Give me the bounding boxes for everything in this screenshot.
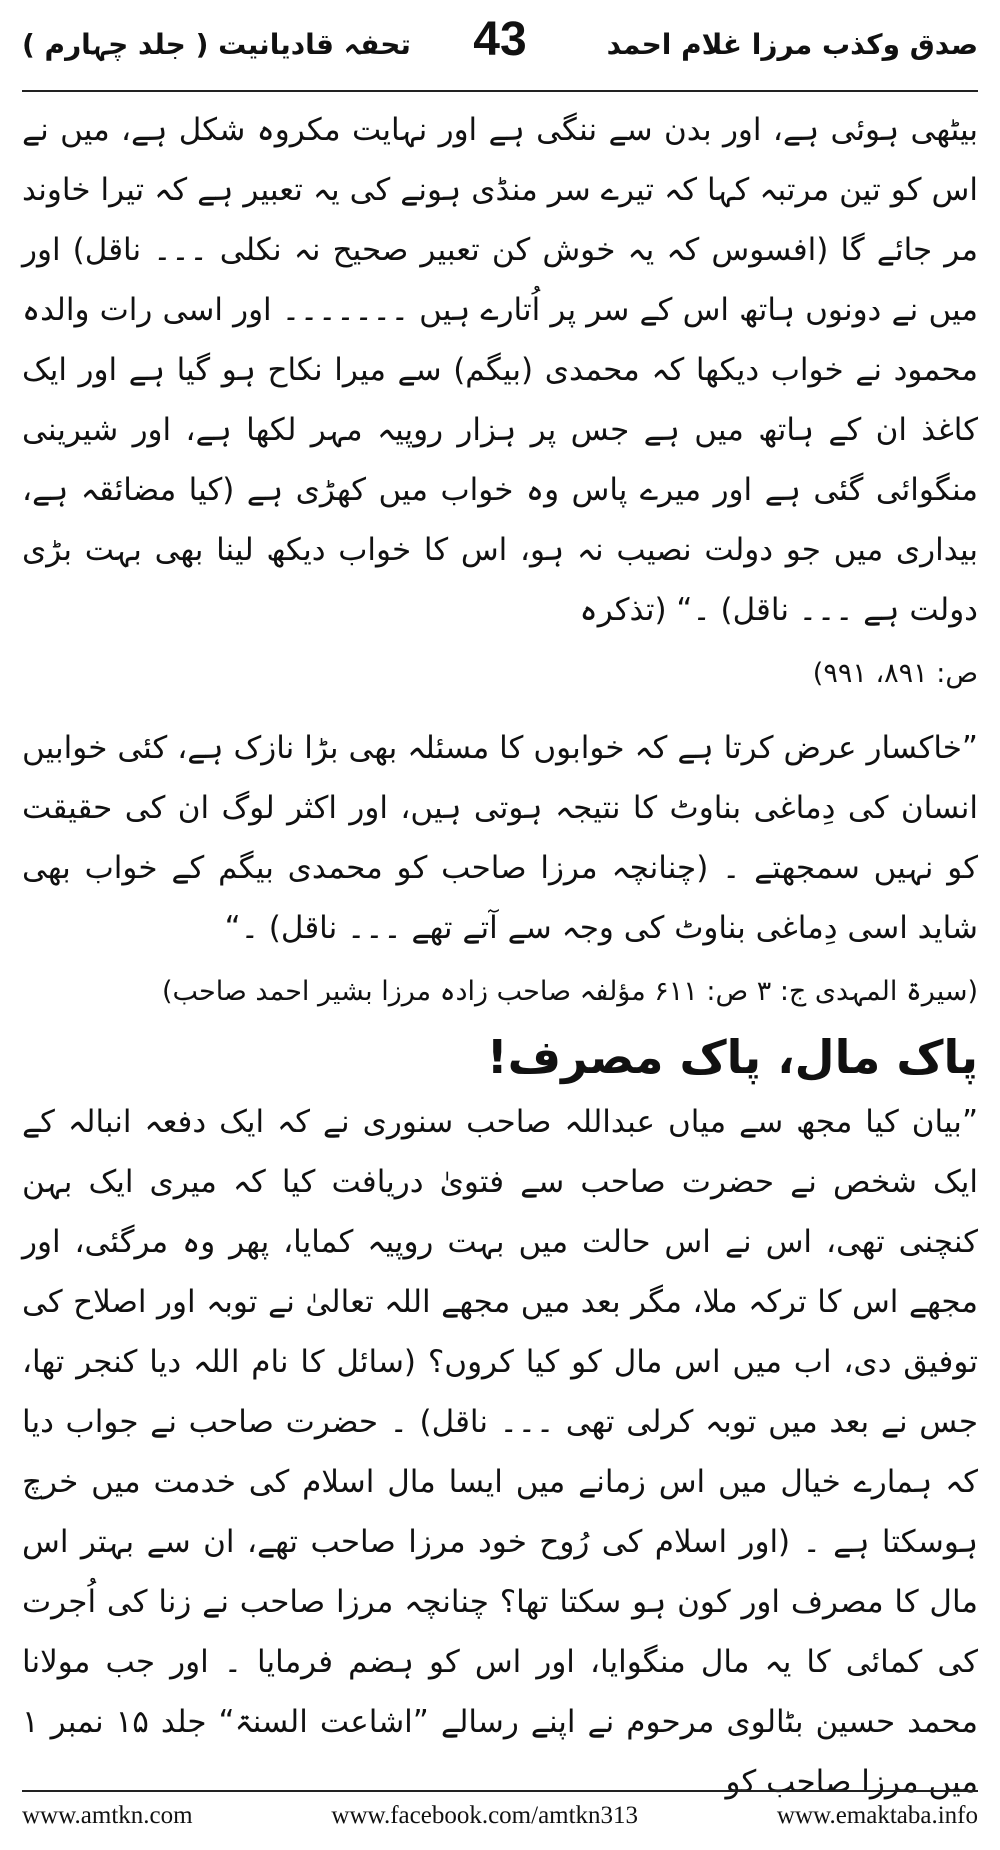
page-content [22,100,978,1812]
page-number: 43 [473,13,527,66]
header-divider [22,90,978,92]
footer-link-left[interactable]: www.amtkn.com [22,1802,193,1829]
header-title-right: صدق وکذب مرزا غلام احمد [606,28,978,61]
page-header [22,0,978,90]
paragraph-2: ”خاکسار عرض کرتا ہے کہ خوابوں کا مسئلہ بھی بڑا نازک ہے، کئی خوابیں انسان کی دِماغی بناوٹ کا نتیجہ ہوتی ہیں، اور اکثر لوگ ان کی حقیقت کو نہیں سمجھتے ۔ (چنانچہ مرزا صاحب کو محمدی بیگم کے خواب بھی شاید اسی دِماغی بناوٹ کی وجہ سے آتے تھے ۔۔۔ ناقل) ۔“ [22,730,978,946]
footer-link-center[interactable]: www.facebook.com/amtkn313 [331,1802,639,1829]
header-title-left: تحفہ قادیانیت ( جلد چہارم ) [22,28,411,61]
reference-1: ص: ۸۹۱، ۹۹۱) [812,658,978,689]
paragraph-3: ”بیان کیا مجھ سے میاں عبداللہ صاحب سنوری نے کہ ایک دفعہ انبالہ کے ایک شخص نے حضرت صاحب سے فتویٰ دریافت کیا کہ میری ایک بہن کنچنی تھی، اس نے اس حالت میں بہت روپیہ کمایا، پھر وہ مرگئی، اور مجھے اس کا ترکہ ملا، مگر بعد میں مجھے اللہ تعالیٰ نے توبہ اور اصلاح کی توفیق دی، اب میں اس مال کو کیا کروں؟ (سائل کا نام اللہ دیا کنجر تھا، جس نے بعد میں توبہ کرلی تھی ۔۔۔ ناقل) ۔ حضرت صاحب نے جواب دیا کہ ہمارے خیال میں اس زمانے میں ایسا مال اسلام کی خدمت میں خرچ ہوسکتا ہے ۔ (اور اسلام کی رُوح خود مرزا صاحب تھے، ان سے بہتر اس مال کا مصرف اور کون ہو سکتا تھا؟ چنانچہ مرزا صاحب نے زنا کی اُجرت کی کمائی کا یہ مال منگوایا، اور اس کو ہضم فرمایا ۔ اور جب مولانا محمد حسین بٹالوی مرحوم نے اپنے رسالے ”اشاعت السنۃ“ جلد ۱۵ نمبر ۱ میں مرزا صاحب کو [22,1104,978,1800]
footer-link-right[interactable]: www.emaktaba.info [776,1802,978,1829]
page-footer [22,1790,978,1840]
paragraph-1: بیٹھی ہوئی ہے، اور بدن سے ننگی ہے اور نہایت مکروہ شکل ہے، میں نے اس کو تین مرتبہ کہا کہ تیرے سر منڈی ہونے کی یہ تعبیر ہے کہ تیرا خاوند مر جائے گا (افسوس کہ یہ خوش کن تعبیر صحیح نہ نکلی ۔۔۔ ناقل) اور میں نے دونوں ہاتھ اس کے سر پر اُتارے ہیں ۔۔۔۔۔۔۔ اور اسی رات والدہ محمود نے خواب دیکھا کہ محمدی (بیگم) سے میرا نکاح ہو گیا ہے اور ایک کاغذ ان کے ہاتھ میں ہے جس پر ہزار روپیہ مہر لکھا ہے، اور شیرینی منگوائی گئی ہے اور میرے پاس وہ خواب میں کھڑی ہے (کیا مضائقہ ہے، بیداری میں جو دولت نصیب نہ ہو، اس کا خواب دیکھ لینا بھی بہت بڑی دولت ہے ۔۔۔ ناقل) ۔“ (تذکرہ [22,112,978,628]
section-heading: پاک مال، پاک مصرف! [486,1030,978,1084]
reference-2: (سیرۃ المہدی ج: ۳ ص: ۶۱۱ مؤلفہ صاحب زادہ مرزا بشیر احمد صاحب) [161,976,978,1007]
